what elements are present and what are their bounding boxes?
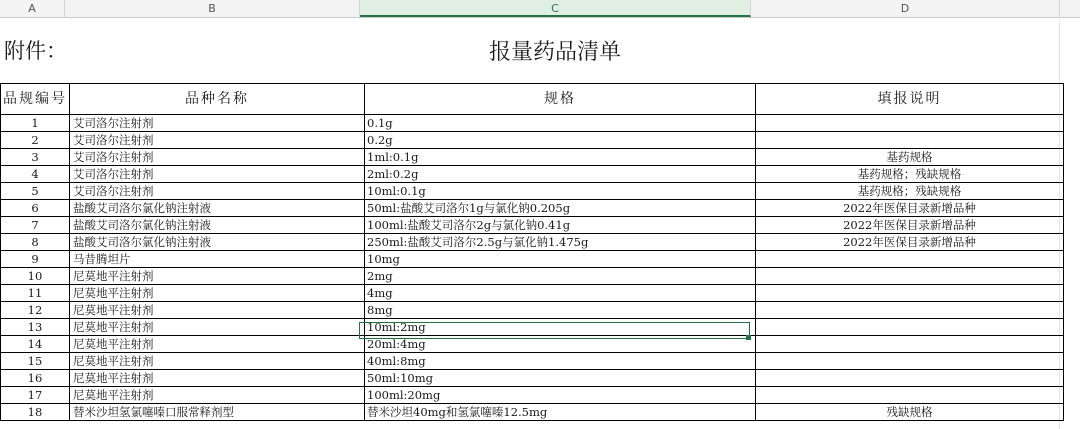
row-number-cell[interactable]: 12	[1, 302, 70, 319]
drug-name-cell[interactable]: 艾司洛尔注射剂	[70, 183, 365, 200]
row-number-cell[interactable]: 17	[1, 387, 70, 404]
row-number-cell[interactable]: 9	[1, 251, 70, 268]
drug-name-cell[interactable]: 尼莫地平注射剂	[70, 370, 365, 387]
note-cell[interactable]	[756, 268, 1064, 285]
table-row	[1, 319, 1064, 336]
row-number-cell[interactable]: 16	[1, 370, 70, 387]
row-number-cell[interactable]: 14	[1, 336, 70, 353]
spec-cell[interactable]: 替米沙坦40mg和氢氯噻嗪12.5mg	[365, 404, 756, 421]
title-row	[0, 17, 1080, 83]
spec-cell[interactable]: 250ml:盐酸艾司洛尔2.5g与氯化钠1.475g	[365, 234, 756, 251]
drug-name-cell[interactable]: 尼莫地平注射剂	[70, 268, 365, 285]
row-number-cell[interactable]: 13	[1, 319, 70, 336]
spec-cell[interactable]: 100ml:盐酸艾司洛尔2g与氯化钠0.41g	[365, 217, 756, 234]
note-cell[interactable]	[756, 387, 1064, 404]
header-cell-number[interactable]: 品规编号	[1, 84, 70, 115]
table-row	[1, 336, 1064, 353]
note-cell[interactable]: 2022年医保目录新增品种	[756, 234, 1064, 251]
column-header-c[interactable]: C	[360, 0, 751, 17]
note-cell[interactable]	[756, 319, 1064, 336]
row-number-cell[interactable]: 4	[1, 166, 70, 183]
table-row	[1, 353, 1064, 370]
note-cell[interactable]	[756, 251, 1064, 268]
table-header-row	[1, 84, 1064, 115]
spec-cell[interactable]: 40ml:8mg	[365, 353, 756, 370]
row-number-cell[interactable]: 1	[1, 115, 70, 132]
row-number-cell[interactable]: 11	[1, 285, 70, 302]
attachment-label: 附件：	[4, 39, 67, 63]
table-row	[1, 268, 1064, 285]
drug-list-table	[0, 83, 1064, 421]
note-cell[interactable]	[756, 115, 1064, 132]
row-number-cell[interactable]: 10	[1, 268, 70, 285]
spec-cell[interactable]: 0.1g	[365, 115, 756, 132]
row-number-cell[interactable]: 2	[1, 132, 70, 149]
spec-cell[interactable]: 2mg	[365, 268, 756, 285]
spec-cell[interactable]: 50ml:10mg	[365, 370, 756, 387]
drug-name-cell[interactable]: 尼莫地平注射剂	[70, 319, 365, 336]
column-header-d[interactable]: D	[751, 0, 1060, 17]
note-cell[interactable]: 基药规格；残缺规格	[756, 183, 1064, 200]
drug-name-cell[interactable]: 尼莫地平注射剂	[70, 285, 365, 302]
fill-handle[interactable]	[746, 335, 751, 340]
note-cell[interactable]: 2022年医保目录新增品种	[756, 200, 1064, 217]
table-row	[1, 234, 1064, 251]
column-header-b[interactable]: B	[65, 0, 360, 17]
row-number-cell[interactable]: 15	[1, 353, 70, 370]
table-row	[1, 251, 1064, 268]
column-header-bar	[0, 0, 1080, 18]
note-cell[interactable]: 残缺规格	[756, 404, 1064, 421]
table-row	[1, 183, 1064, 200]
drug-name-cell[interactable]: 盐酸艾司洛尔氯化钠注射液	[70, 234, 365, 251]
table-row	[1, 166, 1064, 183]
drug-name-cell[interactable]: 尼莫地平注射剂	[70, 302, 365, 319]
spec-cell[interactable]: 10ml:0.1g	[365, 183, 756, 200]
drug-name-cell[interactable]: 尼莫地平注射剂	[70, 336, 365, 353]
drug-name-cell[interactable]: 艾司洛尔注射剂	[70, 149, 365, 166]
drug-name-cell[interactable]: 尼莫地平注射剂	[70, 387, 365, 404]
table-row	[1, 285, 1064, 302]
drug-name-cell[interactable]: 艾司洛尔注射剂	[70, 115, 365, 132]
spec-cell[interactable]: 10ml:2mg	[365, 319, 756, 336]
column-header-a[interactable]: A	[0, 0, 65, 17]
drug-name-cell[interactable]: 艾司洛尔注射剂	[70, 166, 365, 183]
table-row	[1, 404, 1064, 421]
note-cell[interactable]: 基药规格；残缺规格	[756, 166, 1064, 183]
table-row	[1, 149, 1064, 166]
spec-cell[interactable]: 2ml:0.2g	[365, 166, 756, 183]
sheet-title: 报量药品清单	[488, 40, 621, 65]
spec-cell[interactable]: 8mg	[365, 302, 756, 319]
spec-cell[interactable]: 1ml:0.1g	[365, 149, 756, 166]
note-cell[interactable]	[756, 336, 1064, 353]
note-cell[interactable]	[756, 353, 1064, 370]
spec-cell[interactable]: 50ml:盐酸艾司洛尔1g与氯化钠0.205g	[365, 200, 756, 217]
spec-cell[interactable]: 10mg	[365, 251, 756, 268]
row-number-cell[interactable]: 8	[1, 234, 70, 251]
spec-cell[interactable]: 0.2g	[365, 132, 756, 149]
header-cell-note[interactable]: 填报说明	[756, 84, 1064, 115]
row-number-cell[interactable]: 6	[1, 200, 70, 217]
drug-name-cell[interactable]: 盐酸艾司洛尔氯化钠注射液	[70, 200, 365, 217]
header-cell-spec[interactable]: 规格	[365, 84, 756, 115]
row-number-cell[interactable]: 18	[1, 404, 70, 421]
note-cell[interactable]	[756, 132, 1064, 149]
table-row	[1, 132, 1064, 149]
table-row	[1, 370, 1064, 387]
header-cell-name[interactable]: 品种名称	[70, 84, 365, 115]
table-row	[1, 387, 1064, 404]
row-number-cell[interactable]: 7	[1, 217, 70, 234]
spec-cell[interactable]: 100ml:20mg	[365, 387, 756, 404]
note-cell[interactable]	[756, 370, 1064, 387]
table-row	[1, 200, 1064, 217]
note-cell[interactable]: 2022年医保目录新增品种	[756, 217, 1064, 234]
row-number-cell[interactable]: 3	[1, 149, 70, 166]
note-cell[interactable]	[756, 285, 1064, 302]
drug-name-cell[interactable]: 马昔腾坦片	[70, 251, 365, 268]
table-row	[1, 115, 1064, 132]
drug-name-cell[interactable]: 替米沙坦氢氯噻嗪口服常释剂型	[70, 404, 365, 421]
table-row	[1, 302, 1064, 319]
table-row	[1, 217, 1064, 234]
spec-cell[interactable]: 20ml:4mg	[365, 336, 756, 353]
spec-cell[interactable]: 4mg	[365, 285, 756, 302]
note-cell[interactable]	[756, 302, 1064, 319]
drug-name-cell[interactable]: 艾司洛尔注射剂	[70, 132, 365, 149]
drug-name-cell[interactable]: 盐酸艾司洛尔氯化钠注射液	[70, 217, 365, 234]
note-cell[interactable]: 基药规格	[756, 149, 1064, 166]
drug-name-cell[interactable]: 尼莫地平注射剂	[70, 353, 365, 370]
row-number-cell[interactable]: 5	[1, 183, 70, 200]
